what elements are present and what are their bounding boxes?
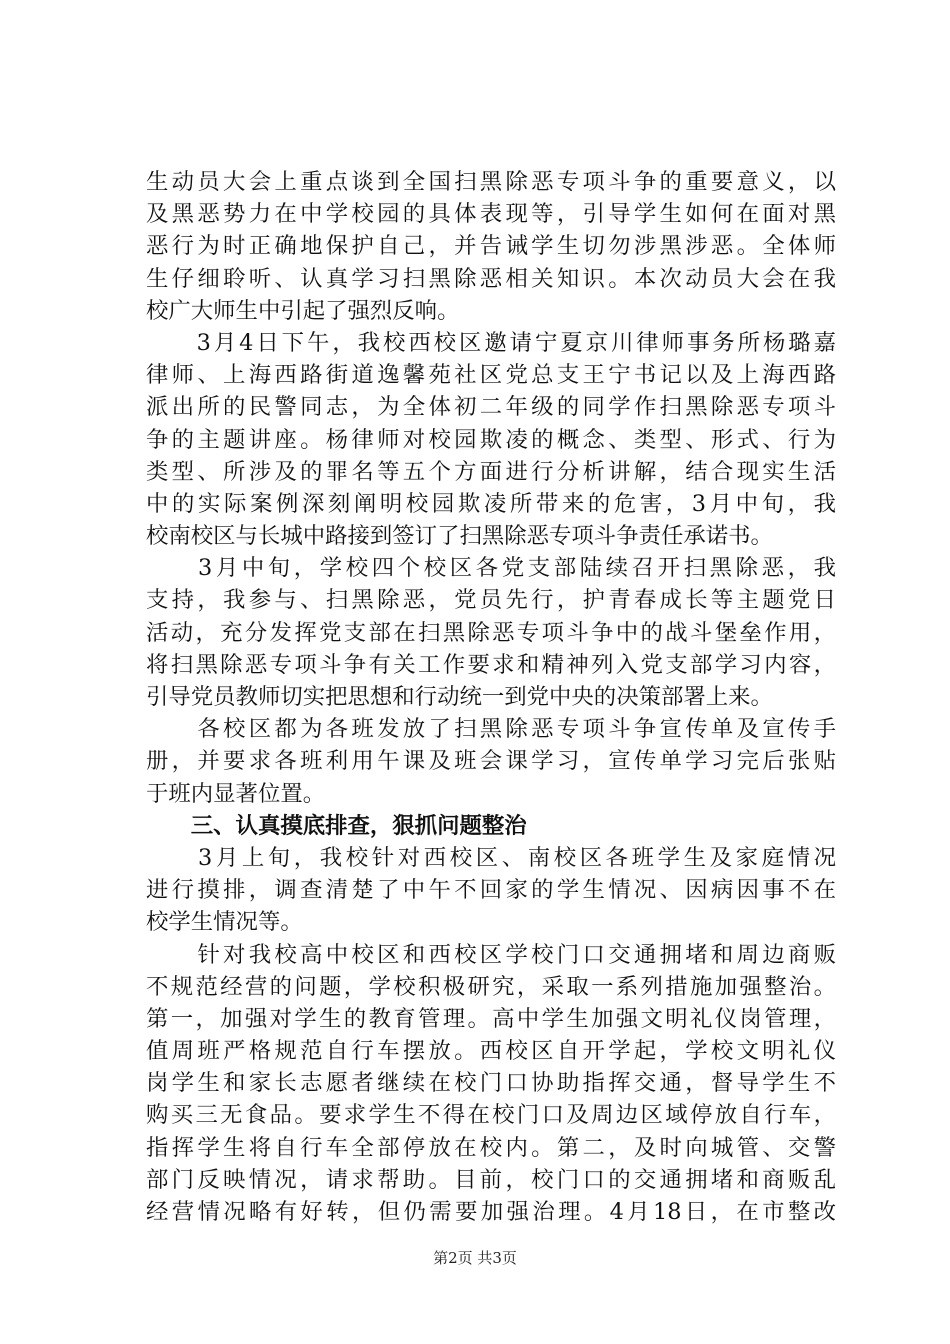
text-line: 岗学生和家长志愿者继续在校门口协助指挥交通，督导学生不: [146, 1070, 836, 1097]
page-footer: 第2页 共3页: [433, 1249, 517, 1267]
text-line: 恶行为时正确地保护自己，并告诫学生切勿涉黑涉恶。全体师: [146, 233, 836, 260]
text-line: 指挥学生将自行车全部停放在校内。第二，及时向城管、交警: [146, 1134, 836, 1161]
text-line: 派出所的民警同志，为全体初二年级的同学作扫黑除恶专项斗: [146, 394, 836, 421]
text-line: 进行摸排，调查清楚了中午不回家的学生情况、因病因事不在: [146, 877, 836, 904]
text-line: 引导党员教师切实把思想和行动统一到党中央的决策部署上来。: [146, 684, 773, 710]
section-heading: 三、认真摸底排查，狠抓问题整治: [146, 812, 527, 839]
text-line: 不规范经营的问题，学校积极研究，采取一系列措施加强整治。: [146, 973, 836, 1000]
text-line: 册，并要求各班利用午课及班会课学习，宣传单学习完后张贴: [146, 748, 836, 775]
text-line: 生仔细聆听、认真学习扫黑除恶相关知识。本次动员大会在我: [146, 265, 836, 292]
text-line: 支持，我参与、扫黑除恶，党员先行，护青春成长等主题党日: [146, 587, 836, 614]
text-line: 生动员大会上重点谈到全国扫黑除恶专项斗争的重要意义，以: [146, 169, 836, 195]
text-line: 争的主题讲座。杨律师对校园欺凌的概念、类型、形式、行为: [146, 426, 836, 453]
text-line: 活动，充分发挥党支部在扫黑除恶专项斗争中的战斗堡垒作用，: [146, 619, 836, 646]
text-line: 中的实际案例深刻阐明校园欺凌所带来的危害，3月中旬，我: [146, 490, 836, 517]
text-line: 于班内显著位置。: [146, 780, 326, 807]
text-line: 及黑恶势力在中学校园的具体表现等，引导学生如何在面对黑: [146, 201, 836, 228]
text-line: 3月4日下午，我校西校区邀请宁夏京川律师事务所杨璐嘉: [146, 329, 836, 356]
text-line: 校广大师生中引起了强烈反响。: [146, 297, 460, 324]
text-line: 3月中旬，学校四个校区各党支部陆续召开扫黑除恶，我: [146, 555, 836, 582]
text-line: 部门反映情况，请求帮助。目前，校门口的交通拥堵和商贩乱: [146, 1166, 836, 1193]
text-line: 购买三无食品。要求学生不得在校门口及周边区域停放自行车，: [146, 1102, 836, 1129]
text-line: 校南校区与长城中路接到签订了扫黑除恶专项斗争责任承诺书。: [146, 523, 773, 550]
text-line: 类型、所涉及的罪名等五个方面进行分析讲解，结合现实生活: [146, 458, 836, 485]
text-line: 针对我校高中校区和西校区学校门口交通拥堵和周边商贩: [146, 941, 836, 968]
text-line: 第一，加强对学生的教育管理。高中学生加强文明礼仪岗管理，: [146, 1005, 836, 1032]
text-line: 将扫黑除恶专项斗争有关工作要求和精神列入党支部学习内容，: [146, 651, 836, 678]
text-line: 各校区都为各班发放了扫黑除恶专项斗争宣传单及宣传手: [146, 716, 836, 743]
text-line: 值周班严格规范自行车摆放。西校区自开学起，学校文明礼仪: [146, 1038, 836, 1065]
body-text: [146, 166, 836, 1228]
text-line: 经营情况略有好转，但仍需要加强治理。4月18日，在市整改: [146, 1199, 836, 1225]
text-line: 律师、上海西路街道逸馨苑社区党总支王宁书记以及上海西路: [146, 362, 836, 389]
text-line: 校学生情况等。: [146, 909, 303, 936]
text-line: 3月上旬，我校针对西校区、南校区各班学生及家庭情况: [146, 844, 836, 871]
